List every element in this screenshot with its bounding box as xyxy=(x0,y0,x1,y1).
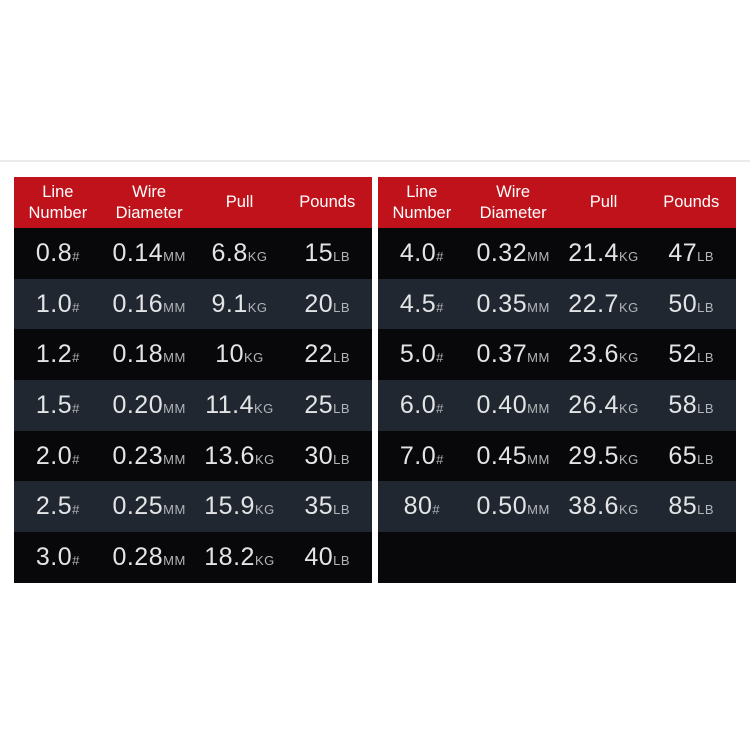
table-cell xyxy=(197,543,283,572)
divider-line xyxy=(0,160,750,162)
cell-unit: KG xyxy=(618,451,639,467)
cell-value: 29.5 xyxy=(568,441,619,470)
table-cell xyxy=(561,340,647,369)
table-cell xyxy=(14,290,102,319)
cell-unit: MM xyxy=(527,451,550,467)
cell-value: 1.2 xyxy=(35,340,73,369)
cell-unit: MM xyxy=(527,400,550,416)
cell-value: 6.0 xyxy=(399,390,437,419)
table-cell xyxy=(282,391,372,420)
table-row xyxy=(14,481,372,532)
cell-unit: # xyxy=(436,248,444,264)
table-row xyxy=(14,279,372,330)
cell-unit: MM xyxy=(163,400,186,416)
cell-unit: # xyxy=(72,400,80,416)
table-cell xyxy=(646,290,736,319)
cell-value: 18.2 xyxy=(204,542,255,571)
cell-unit: MM xyxy=(527,350,550,366)
cell-unit: LB xyxy=(333,451,351,467)
cell-value: 0.40 xyxy=(476,390,528,419)
cell-value: 4.5 xyxy=(399,289,437,318)
cell-unit: LB xyxy=(697,248,715,264)
cell-unit: KG xyxy=(618,299,639,315)
cell-value: 25 xyxy=(304,390,334,419)
cell-value: 0.50 xyxy=(476,492,528,521)
cell-value: 0.37 xyxy=(476,340,528,369)
header-line-number: Line Number xyxy=(28,183,88,222)
cell-value: 3.0 xyxy=(35,542,73,571)
table-cell xyxy=(102,543,197,572)
table-row xyxy=(14,532,372,583)
table-row-empty xyxy=(378,532,736,583)
cell-unit: LB xyxy=(697,502,715,518)
table-cell xyxy=(102,340,197,369)
table-cell xyxy=(14,391,102,420)
cell-unit: # xyxy=(436,400,444,416)
cell-value: 0.18 xyxy=(112,340,164,369)
cell-unit: MM xyxy=(163,451,186,467)
cell-unit: # xyxy=(72,248,80,264)
cell-value: 80 xyxy=(403,492,433,521)
table-cell xyxy=(561,442,647,471)
table-cell xyxy=(646,391,736,420)
cell-value: 0.28 xyxy=(112,542,164,571)
table-row xyxy=(378,228,736,279)
table-row xyxy=(14,380,372,431)
cell-unit: KG xyxy=(254,552,275,568)
cell-value: 0.8 xyxy=(35,238,73,267)
table-cell xyxy=(466,239,561,268)
table-row xyxy=(14,228,372,279)
cell-unit: MM xyxy=(163,248,186,264)
table-row xyxy=(14,329,372,380)
cell-unit: LB xyxy=(333,248,351,264)
table-cell xyxy=(378,290,466,319)
cell-unit: LB xyxy=(697,451,715,467)
cell-unit: KG xyxy=(618,350,639,366)
cell-unit: # xyxy=(436,350,444,366)
cell-unit: # xyxy=(72,299,80,315)
table-cell xyxy=(102,442,197,471)
cell-value: 1.5 xyxy=(35,390,73,419)
cell-unit: KG xyxy=(244,350,264,366)
table-cell xyxy=(466,391,561,420)
cell-unit: MM xyxy=(163,502,186,518)
table-cell xyxy=(102,239,197,268)
table-cell xyxy=(561,492,647,521)
cell-unit: # xyxy=(72,350,80,366)
cell-value: 0.14 xyxy=(112,238,164,267)
table-cell xyxy=(378,442,466,471)
table-body-left xyxy=(14,228,372,583)
table-cell xyxy=(378,239,466,268)
table-cell xyxy=(561,290,647,319)
table-cell xyxy=(102,391,197,420)
cell-value: 2.0 xyxy=(35,441,73,470)
table-cell xyxy=(378,492,466,521)
table-cell xyxy=(378,391,466,420)
cell-value: 7.0 xyxy=(399,441,437,470)
table-cell xyxy=(197,290,283,319)
table-cell xyxy=(14,543,102,572)
cell-unit: # xyxy=(72,502,80,518)
header-line-number: Line Number xyxy=(392,183,452,222)
table-cell xyxy=(466,290,561,319)
cell-value: 0.32 xyxy=(476,238,528,267)
cell-value: 0.23 xyxy=(112,441,164,470)
cell-value: 10 xyxy=(215,340,245,369)
cell-value: 47 xyxy=(668,238,698,267)
table-body-right xyxy=(378,228,736,583)
cell-value: 0.35 xyxy=(476,289,528,318)
header-pounds: Pounds xyxy=(299,193,356,212)
table-cell xyxy=(646,340,736,369)
cell-value: 5.0 xyxy=(399,340,437,369)
table-row xyxy=(378,380,736,431)
table-cell xyxy=(197,340,283,369)
cell-value: 4.0 xyxy=(399,238,437,267)
table-row xyxy=(14,431,372,482)
cell-value: 65 xyxy=(668,441,698,470)
cell-value: 26.4 xyxy=(568,390,619,419)
table-cell xyxy=(197,239,283,268)
table-cell xyxy=(646,239,736,268)
header-pull: Pull xyxy=(589,193,618,212)
table-cell xyxy=(466,442,561,471)
cell-unit: KG xyxy=(247,299,268,315)
table-cell xyxy=(561,391,647,420)
cell-unit: LB xyxy=(697,350,715,366)
table-header-right xyxy=(378,177,736,228)
cell-value: 15.9 xyxy=(204,492,255,521)
table-row xyxy=(378,329,736,380)
cell-unit: # xyxy=(436,299,444,315)
cell-unit: # xyxy=(436,451,444,467)
table-cell xyxy=(197,442,283,471)
cell-value: 58 xyxy=(668,390,698,419)
cell-unit: MM xyxy=(163,552,186,568)
cell-unit: KG xyxy=(254,400,274,416)
table-cell xyxy=(282,290,372,319)
cell-value: 0.16 xyxy=(112,289,164,318)
cell-unit: KG xyxy=(247,248,268,264)
cell-value: 2.5 xyxy=(35,492,73,521)
cell-value: 85 xyxy=(668,492,698,521)
cell-value: 20 xyxy=(304,289,334,318)
spec-table-left xyxy=(14,177,372,583)
cell-unit: LB xyxy=(697,400,715,416)
table-cell xyxy=(282,340,372,369)
table-row xyxy=(378,431,736,482)
spec-tables-container xyxy=(14,177,736,583)
cell-value: 35 xyxy=(304,492,334,521)
cell-unit: LB xyxy=(333,299,351,315)
table-cell xyxy=(102,290,197,319)
table-cell xyxy=(378,340,466,369)
header-pull: Pull xyxy=(225,193,254,212)
table-cell xyxy=(561,239,647,268)
cell-unit: KG xyxy=(618,502,639,518)
cell-unit: KG xyxy=(618,248,639,264)
cell-value: 21.4 xyxy=(568,238,619,267)
cell-unit: LB xyxy=(333,350,351,366)
cell-value: 22.7 xyxy=(568,289,619,318)
table-row xyxy=(378,279,736,330)
table-cell xyxy=(14,340,102,369)
cell-unit: # xyxy=(72,451,80,467)
table-cell xyxy=(197,492,283,521)
table-cell xyxy=(282,239,372,268)
cell-value: 11.4 xyxy=(205,390,255,419)
table-cell xyxy=(646,442,736,471)
cell-value: 0.20 xyxy=(112,390,164,419)
spec-table-right xyxy=(378,177,736,583)
cell-value: 13.6 xyxy=(204,441,255,470)
cell-unit: MM xyxy=(527,502,550,518)
cell-value: 40 xyxy=(304,542,334,571)
table-row xyxy=(378,481,736,532)
cell-value: 15 xyxy=(304,238,334,267)
table-cell xyxy=(282,442,372,471)
header-wire-diameter: Wire Diameter xyxy=(479,183,547,222)
cell-unit: KG xyxy=(254,451,275,467)
cell-unit: LB xyxy=(333,502,351,518)
cell-unit: LB xyxy=(697,299,715,315)
cell-value: 0.45 xyxy=(476,441,528,470)
cell-value: 38.6 xyxy=(568,492,619,521)
table-cell xyxy=(282,492,372,521)
table-cell xyxy=(102,492,197,521)
cell-unit: # xyxy=(432,502,441,518)
cell-value: 23.6 xyxy=(568,340,619,369)
table-cell xyxy=(646,492,736,521)
cell-unit: # xyxy=(72,552,80,568)
cell-value: 6.8 xyxy=(211,238,248,267)
cell-value: 1.0 xyxy=(35,289,73,318)
table-cell xyxy=(14,492,102,521)
cell-unit: KG xyxy=(618,400,639,416)
cell-unit: MM xyxy=(163,350,186,366)
table-cell xyxy=(282,543,372,572)
header-wire-diameter: Wire Diameter xyxy=(115,183,183,222)
cell-value: 52 xyxy=(668,340,698,369)
cell-unit: LB xyxy=(333,552,351,568)
table-cell xyxy=(466,340,561,369)
table-cell xyxy=(197,391,283,420)
table-cell xyxy=(14,442,102,471)
cell-unit: LB xyxy=(333,400,351,416)
table-cell xyxy=(466,492,561,521)
cell-unit: MM xyxy=(527,299,550,315)
cell-unit: MM xyxy=(163,299,186,315)
header-pounds: Pounds xyxy=(663,193,720,212)
table-cell xyxy=(14,239,102,268)
table-header-left xyxy=(14,177,372,228)
cell-value: 0.25 xyxy=(112,492,164,521)
cell-value: 50 xyxy=(668,289,698,318)
cell-value: 30 xyxy=(304,441,334,470)
cell-unit: KG xyxy=(254,502,275,518)
cell-value: 9.1 xyxy=(211,289,248,318)
cell-unit: MM xyxy=(527,248,550,264)
cell-value: 22 xyxy=(304,340,334,369)
